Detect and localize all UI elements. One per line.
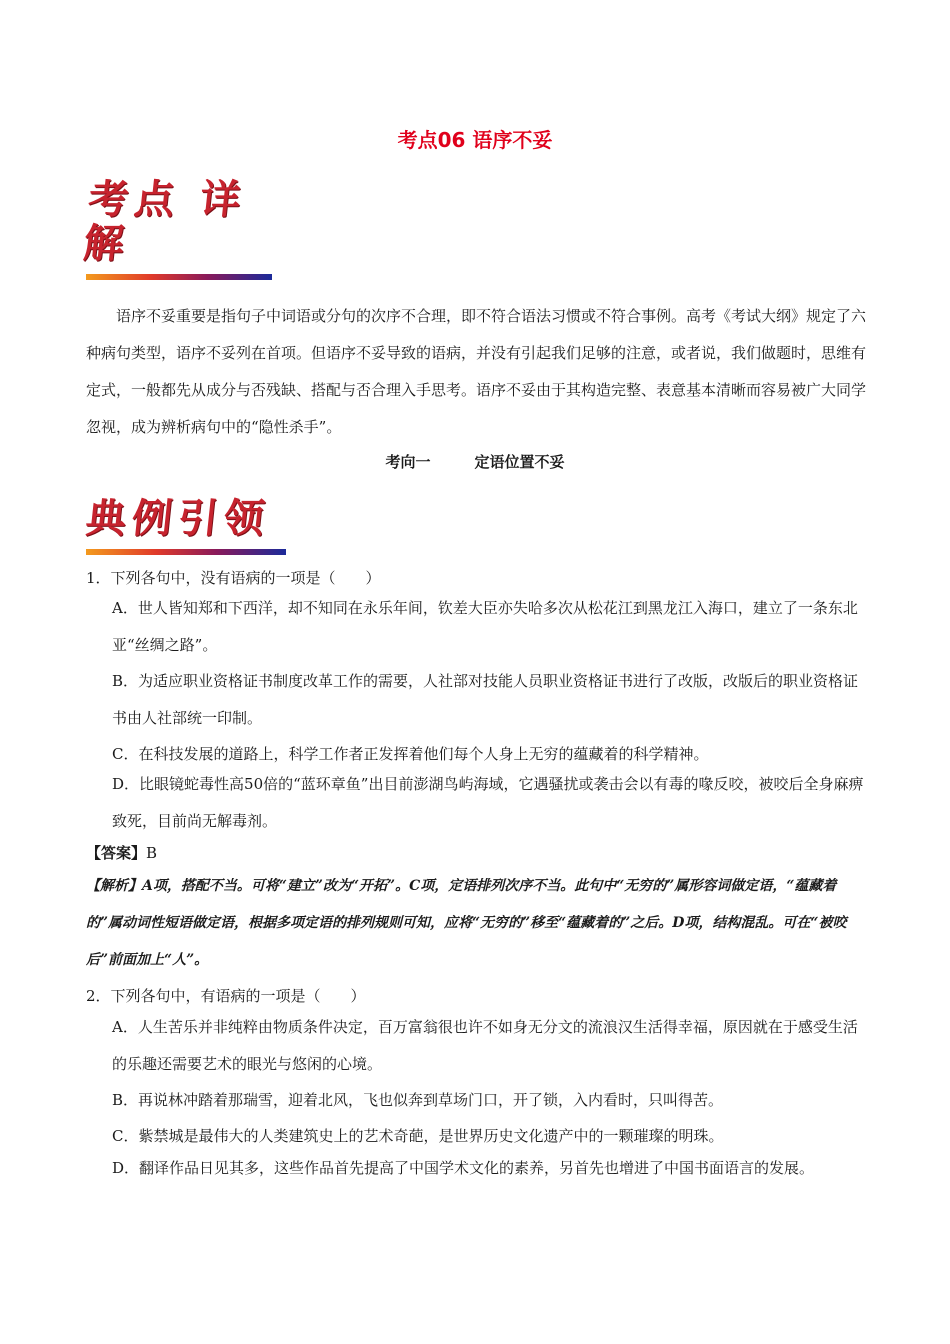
question-2-option-d: D．翻译作品日见其多，这些作品首先提高了中国学术文化的素养，另首先也增进了中国书面语言的发展。	[112, 1159, 815, 1177]
document-title: 考点06 语序不妥	[397, 128, 553, 152]
analysis-label: 【解析】	[86, 878, 142, 894]
question-1-option-d: D．比眼镜蛇毒性高50倍的“蓝环章鱼”出目前澎湖鸟屿海域，它遇骚扰或袭击会以有毒的喙反咬，被咬后全身麻痹致死，目前尚无解毒剂。	[112, 775, 864, 830]
section-topic: 定语位置不妥	[474, 453, 565, 471]
banner-underline	[86, 274, 272, 280]
section-heading	[0, 451, 950, 472]
banner-underline	[86, 549, 286, 555]
answer-line	[86, 842, 870, 863]
analysis-text: A项，搭配不当。可将“建立”改为“开拓”。C项，定语排列次序不当。此句中“无穷的”属形容词做定语，“蕴藏着的”属动词性短语做定语，根据多项定语的排列规则可知，应将“无穷的”移至“蕴藏着的”之后。D项，结构混乱。可在“被咬后”前面加上“人”。	[86, 878, 847, 968]
answer-value: B	[146, 844, 158, 862]
question-1-stem: 1．下列各句中，没有语病的一项是（ ）	[86, 569, 381, 587]
question-2-option-a: A．人生苦乐并非纯粹由物质条件决定，百万富翁很也许不如身无分文的流浪汉生活得幸福，原因就在于感受生活的乐趣还需要艺术的眼光与悠闲的心境。	[112, 1018, 858, 1073]
banner-kaodian-xiangjie	[81, 176, 272, 280]
answer-label: 【答案】	[86, 844, 147, 862]
analysis-paragraph	[86, 868, 870, 979]
intro-paragraph: 语序不妥重要是指句子中词语或分句的次序不合理，即不符合语法习惯或不符合事例。高考《考试大纲》规定了六种病句类型，语序不妥列在首项。但语序不妥导致的语病，并没有引起我们足够的注意，或者说，我们做题时，思维有定式，一般都先从成分与否残缺、搭配与否合理入手思考。语序不妥由于其构造完整、表意基本清晰而容易被广大同学忽视，成为辨析病句中的“隐性杀手”。	[86, 307, 867, 436]
banner-dianli-yinling	[83, 495, 286, 555]
question-1-option-b: B．为适应职业资格证书制度改革工作的需要，人社部对技能人员职业资格证书进行了改版，改版后的职业资格证书由人社部统一印制。	[112, 672, 859, 727]
banner-text: 典例引领	[83, 495, 273, 542]
question-1-option-c: C．在科技发展的道路上，科学工作者正发挥着他们每个人身上无穷的蕴藏着的科学精神。	[112, 745, 709, 763]
question-2-option-b: B．再说林冲踏着那瑞雪，迎着北风，飞也似奔到草场门口，开了锁，入内看时，只叫得苦。	[112, 1091, 724, 1109]
banner-text: 考点 详解	[81, 176, 249, 267]
question-1-option-a: A．世人皆知郑和下西洋，却不知同在永乐年间，钦差大臣亦失哈多次从松花江到黑龙江入海口，建立了一条东北亚“丝绸之路”。	[112, 599, 858, 654]
question-2-stem: 2．下列各句中，有语病的一项是（ ）	[86, 987, 366, 1005]
question-2-option-c: C．紫禁城是最伟大的人类建筑史上的艺术奇葩，是世界历史文化遗产中的一颗璀璨的明珠。	[112, 1127, 724, 1145]
section-label: 考向一	[385, 453, 431, 471]
